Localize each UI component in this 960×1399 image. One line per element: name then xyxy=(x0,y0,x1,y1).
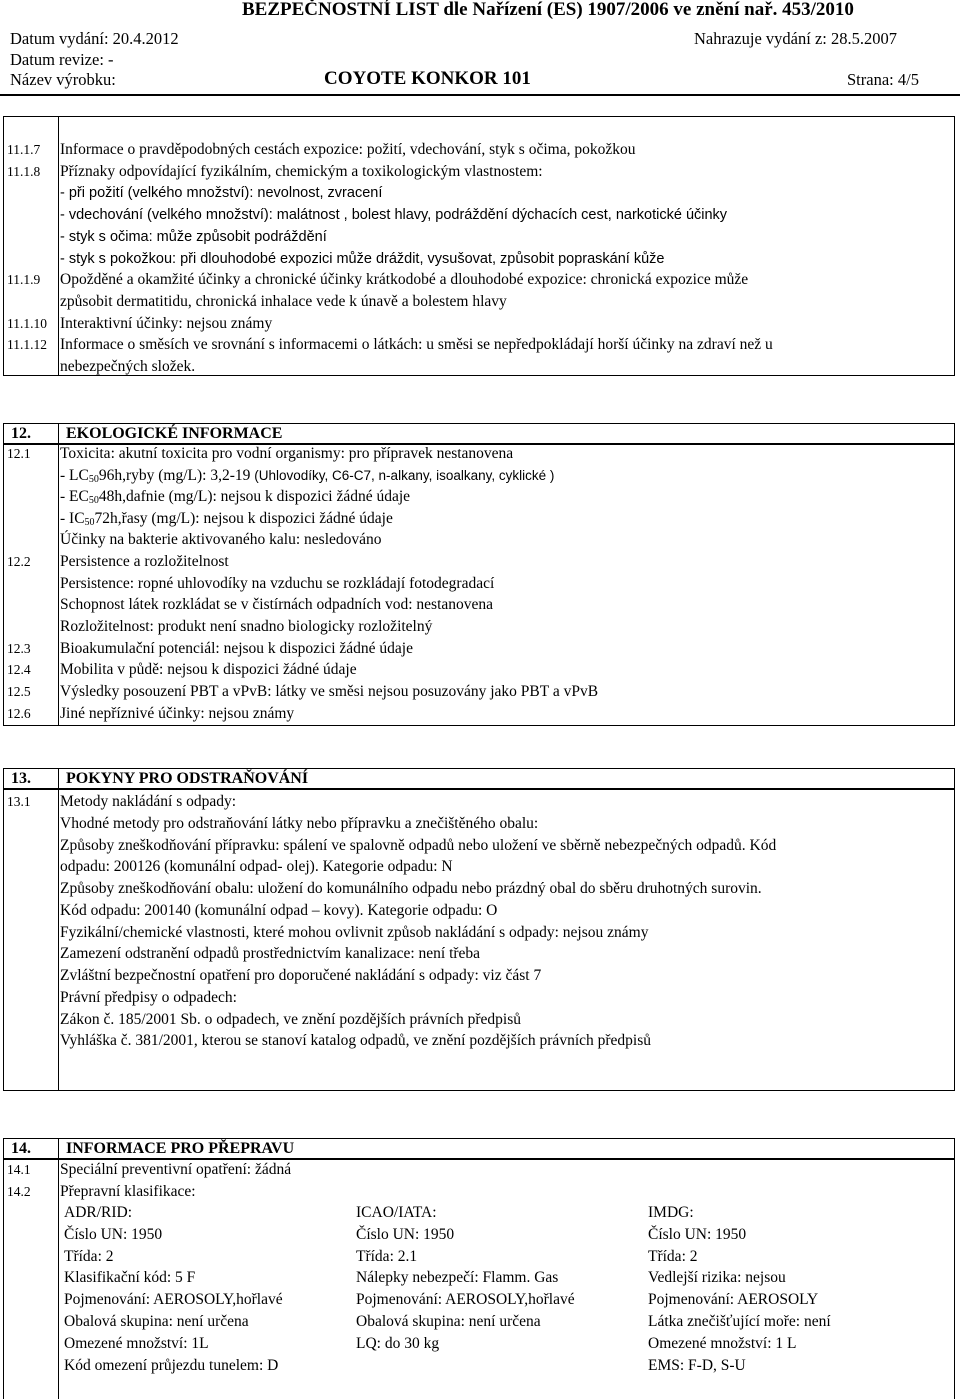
ic-prefix: - IC xyxy=(60,510,85,527)
issue-date: Datum vydání: 20.4.2012 xyxy=(10,29,179,48)
column-divider xyxy=(58,424,59,443)
section-14-title: INFORMACE PRO PŘEPRAVU xyxy=(66,1140,295,1157)
section-11-line: způsobit dermatitidu, chronická inhalace vede k únavě a bolestem hlavy xyxy=(60,292,507,310)
persistence-line: Persistence: ropné uhlovodíky na vzduchu se rozkládají fotodegradací xyxy=(60,575,495,592)
disposal-line: Vyhláška č. 381/2001, kterou se stanoví katalog odpadů, ve znění pozdějších právních předpisů xyxy=(60,1032,652,1050)
imdg-transport-line: Pojmenování: AEROSOLY xyxy=(648,1291,819,1309)
ec50-line xyxy=(60,487,410,507)
section-13-title: POKYNY PRO ODSTRAŇOVÁNÍ xyxy=(66,770,309,787)
disposal-line: Metody nakládání s odpady: xyxy=(60,793,237,810)
section-13-header xyxy=(3,768,955,790)
section-11-line: Příznaky odpovídající fyzikálním, chemickým a toxikologickým vlastnostem: xyxy=(60,162,543,180)
document-title: BEZPEČNOSTNÍ LIST dle Nařízení (ES) 1907/2006 ve znění nař. 453/2010 xyxy=(242,0,854,20)
disposal-line: Zamezení odstranění odpadů prostřednictvím kanalizace: není třeba xyxy=(60,945,481,963)
imdg-transport-line: Omezené množství: 1 L xyxy=(648,1334,797,1352)
column-divider xyxy=(58,117,59,375)
section-11-line: Opožděné a okamžité účinky a chronické účinky krátkodobé a dlouhodobé expozice: chronická expozice může xyxy=(60,271,749,289)
lc-note: (Uhlovodíky, C6-C7, n-alkany, isoalkany, cyklické ) xyxy=(254,468,555,483)
column-divider xyxy=(58,1159,59,1399)
degradability-line: Rozložitelnost: produkt není snadno biologicky rozložitelný xyxy=(60,618,433,635)
bacteria-line: Účinky na bakterie aktivovaného kalu: nesledováno xyxy=(60,531,382,548)
imdg-transport-line: EMS: F-D, S-U xyxy=(648,1356,746,1374)
section-11-line: - při požití (velkého množství): nevolnost, zvracení xyxy=(60,185,383,202)
column-divider xyxy=(58,789,59,1090)
column-divider xyxy=(58,1139,59,1158)
bioaccumulation-line: Bioakumulační potenciál: nejsou k dispozici žádné údaje xyxy=(60,640,413,657)
section-11-line: nebezpečných složek. xyxy=(60,358,196,375)
imdg-transport-line: Vedlejší rizika: nejsou xyxy=(648,1269,786,1287)
row-number: 12.2 xyxy=(7,554,31,569)
ic-value: 72h,řasy (mg/L): nejsou k dispozici žádné údaje xyxy=(94,510,393,527)
mobility-line: Mobilita v půdě: nejsou k dispozici žádné údaje xyxy=(60,661,357,678)
page-number: Strana: 4/5 xyxy=(847,70,919,89)
section-13-number: 13. xyxy=(11,770,31,787)
ec-value: 48h,dafnie (mg/L): nejsou k dispozici žádné údaje xyxy=(98,488,411,505)
row-number: 12.3 xyxy=(7,641,31,656)
icao-transport-line: Nálepky nebezpečí: Flamm. Gas xyxy=(356,1269,559,1287)
icao-transport-line: ICAO/IATA: xyxy=(356,1204,437,1221)
adr-transport-line: Číslo UN: 1950 xyxy=(64,1225,163,1243)
section-14-header xyxy=(3,1138,955,1160)
section-11-line: Informace o pravděpodobných cestách expozice: požití, vdechování, styk s očima, pokožkou xyxy=(60,141,636,158)
ec-prefix: - EC xyxy=(60,488,89,505)
disposal-line: Fyzikální/chemické vlastnosti, které mohou ovlivnit způsob nakládání s odpady: nejsou známy xyxy=(60,923,649,941)
adr-transport-line: Třída: 2 xyxy=(64,1247,114,1265)
section-11-line: Interaktivní účinky: nejsou známy xyxy=(60,314,273,332)
imdg-transport-line: Třída: 2 xyxy=(648,1247,698,1265)
disposal-line: Způsoby zneškodňování přípravku: spálení ve spalovně odpadů nebo uložení ve sběrně nebezpečných odpadů. Kód xyxy=(60,836,777,854)
row-number: 12.4 xyxy=(7,662,31,677)
ec-subscript: 50 xyxy=(88,495,99,506)
section-11-line: - styk s pokožkou: při dlouhodobé expozici může dráždit, vysušovat, způsobit popraskání kůže xyxy=(60,250,665,267)
imdg-transport-line: Číslo UN: 1950 xyxy=(648,1225,747,1243)
disposal-line: Právní předpisy o odpadech: xyxy=(60,988,237,1006)
disposal-line: odpadu: 200126 (komunální odpad- olej). Kategorie odpadu: N xyxy=(60,858,453,876)
icao-transport-line: Pojmenování: AEROSOLY,hořlavé xyxy=(356,1291,575,1309)
adr-transport-line: Obalová skupina: není určena xyxy=(64,1313,249,1330)
section-12-header xyxy=(3,423,955,445)
disposal-line: Způsoby zneškodňování obalu: uložení do komunálního odpadu nebo prázdný obal do sběru druhotných surovin. xyxy=(60,880,762,897)
row-number: 12.1 xyxy=(7,446,31,461)
lc-subscript: 50 xyxy=(88,474,99,485)
transport-classification-line: Přepravní klasifikace: xyxy=(60,1183,196,1200)
row-number: 11.1.12 xyxy=(7,337,47,353)
imdg-transport-line: IMDG: xyxy=(648,1204,694,1221)
pbt-line: Výsledky posouzení PBT a vPvB: látky ve směsi nejsou posuzovány jako PBT a vPvB xyxy=(60,683,599,700)
lc-value: 96h,ryby (mg/L): 3,2-19 xyxy=(98,467,255,484)
column-divider xyxy=(58,444,59,725)
revision-date: Datum revize: - xyxy=(10,50,114,69)
ic-subscript: 50 xyxy=(84,517,95,528)
product-label: Název výrobku: xyxy=(10,70,116,89)
other-effects-line: Jiné nepříznivé účinky: nejsou známy xyxy=(60,705,295,722)
icao-transport-line: Třída: 2.1 xyxy=(356,1247,418,1265)
row-number: 14.1 xyxy=(7,1162,31,1177)
section-11-line: - styk s očima: může způsobit podráždění xyxy=(60,228,327,245)
section-11-line: Informace o směsích ve srovnání s informacemi o látkách: u směsi se nepředpokládají horší účinky na zdraví než u xyxy=(60,336,773,354)
row-number: 14.2 xyxy=(7,1184,31,1199)
disposal-line: Vhodné metody pro odstraňování látky nebo přípravku a znečištěného obalu: xyxy=(60,814,539,832)
adr-transport-line: Omezené množství: 1L xyxy=(64,1334,209,1352)
adr-transport-line: Klasifikační kód: 5 F xyxy=(64,1269,196,1287)
adr-transport-line: ADR/RID: xyxy=(64,1204,133,1221)
icao-transport-line: LQ: do 30 kg xyxy=(356,1334,440,1352)
icao-transport-line: Obalová skupina: není určena xyxy=(356,1313,541,1330)
disposal-line: Kód odpadu: 200140 (komunální odpad – kovy). Kategorie odpadu: O xyxy=(60,901,498,919)
toxicity-line: Toxicita: akutní toxicita pro vodní organismy: pro přípravek nestanovena xyxy=(60,445,514,462)
section-12-number: 12. xyxy=(11,425,31,442)
icao-transport-line: Číslo UN: 1950 xyxy=(356,1225,455,1243)
disposal-line: Zákon č. 185/2001 Sb. o odpadech, ve znění pozdějších právních předpisů xyxy=(60,1010,522,1028)
row-number: 11.1.10 xyxy=(7,315,47,331)
adr-transport-line: Kód omezení průjezdu tunelem: D xyxy=(64,1356,279,1374)
lc50-line xyxy=(60,466,554,486)
special-precautions-line: Speciální preventivní opatření: žádná xyxy=(60,1161,292,1178)
adr-transport-line: Pojmenování: AEROSOLY,hořlavé xyxy=(64,1291,283,1309)
row-number: 11.1.8 xyxy=(7,163,41,179)
row-number: 11.1.7 xyxy=(7,142,41,157)
section-14-number: 14. xyxy=(11,1140,31,1157)
column-divider xyxy=(58,769,59,788)
replaces-date: Nahrazuje vydání z: 28.5.2007 xyxy=(694,29,897,48)
section-11-line: - vdechování (velkého množství): malátnost , bolest hlavy, podráždění dýchacích cest, narkotické účinky xyxy=(60,207,728,224)
ic50-line xyxy=(60,509,393,529)
lc-prefix: - LC xyxy=(60,467,89,484)
degradation-line: Schopnost látek rozkládat se v čistírnách odpadních vod: nestanovena xyxy=(60,596,494,613)
imdg-transport-line: Látka znečišťující moře: není xyxy=(648,1313,831,1330)
section-12-title: EKOLOGICKÉ INFORMACE xyxy=(66,425,283,442)
row-number: 12.6 xyxy=(7,706,31,721)
product-name: COYOTE KONKOR 101 xyxy=(324,68,531,89)
header-rule xyxy=(0,94,960,96)
row-number: 12.5 xyxy=(7,684,31,699)
row-number: 13.1 xyxy=(7,794,31,809)
row-number: 11.1.9 xyxy=(7,272,41,288)
persistence-heading: Persistence a rozložitelnost xyxy=(60,553,229,570)
disposal-line: Zvláštní bezpečnostní opatření pro doporučené nakládání s odpady: viz část 7 xyxy=(60,967,542,984)
